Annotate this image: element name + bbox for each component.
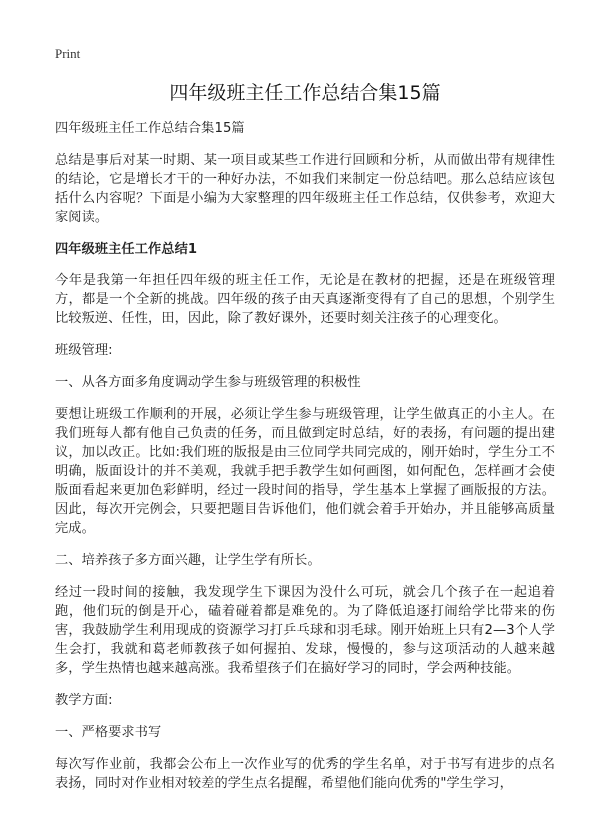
paragraph: 要想让班级工作顺利的开展，必须让学生参与班级管理，让学生做真正的小主人。在我们班每人都有他自己负责的任务，而且做到定时总结，好的表扬，有问题的提出建议，加以改正。比如:我们班的版报是由三位同学共同完成的，刚开始时，学生分工不明确，版面设计的并不美观，我就手把手教学生如何画图，如何配色，怎样画才会使版面看起来更加色彩鲜明，经过一段时间的指导，学生基本上掌握了画版报的方法。因此，每次开完例会，只要把题目告诉他们，他们就会着手开始办，并且能够高质量完成。	[55, 407, 555, 536]
document-title: 四年级班主任工作总结合集15篇	[169, 82, 441, 104]
paragraph: 二、培养孩子多方面兴趣，让学生学有所长。	[55, 553, 321, 568]
print-link[interactable]: Print	[55, 46, 81, 61]
paragraph: 今年是我第一年担任四年级的班主任工作，无论是在教材的把握，还是在班级管理方，都是一个全新的挑战。四年级的孩子由天真逐渐变得有了自己的思想，个别学生比较叛逆、任性，田，因此，除了教好课外，还要时刻关注孩子的心理变化。	[55, 273, 555, 326]
paragraph: 每次写作业前，我都会公布上一次作业写的优秀的学生名单，对于书写有进步的点名表扬，同时对作业相对较差的学生点名提醒，希望他们能向优秀的"学生学习，	[55, 757, 555, 791]
paragraph: 总结是事后对某一时期、某一项目或某些工作进行回顾和分析，从而做出带有规律性的结论，它是增长才干的一种好办法，不如我们来制定一份总结吧。那么总结应该包括什么内容呢？下面是小编为大家整理的四年级班主任工作总结，仅供参考，欢迎大家阅读。	[55, 153, 555, 225]
paragraph: 四年级班主任工作总结合集15篇	[55, 121, 245, 136]
paragraph: 经过一段时间的接触，我发现学生下课因为没什么可玩，就会几个孩子在一起追着跑，他们玩的倒是开心，磕着碰着都是难免的。为了降低追逐打闹给学比带来的伤害，我鼓励学生利用现成的资源学习打乒乓球和羽毛球。刚开始班上只有2—3个人学生会打，我就和葛老师教孩子如何握拍、发球，慢慢的，参与这项活动的人越来越多，学生热情也越来越高涨。我希望孩子们在搞好学习的同时，学会两种技能。	[55, 585, 555, 676]
section-heading: 四年级班主任工作总结1	[55, 242, 198, 257]
document-body	[55, 119, 555, 806]
paragraph: 一、严格要求书写	[55, 725, 162, 740]
paragraph: 一、从各方面多角度调动学生参与班级管理的积极性	[55, 375, 361, 390]
paragraph: 教学方面:	[55, 693, 113, 708]
paragraph: 班级管理:	[55, 343, 113, 358]
